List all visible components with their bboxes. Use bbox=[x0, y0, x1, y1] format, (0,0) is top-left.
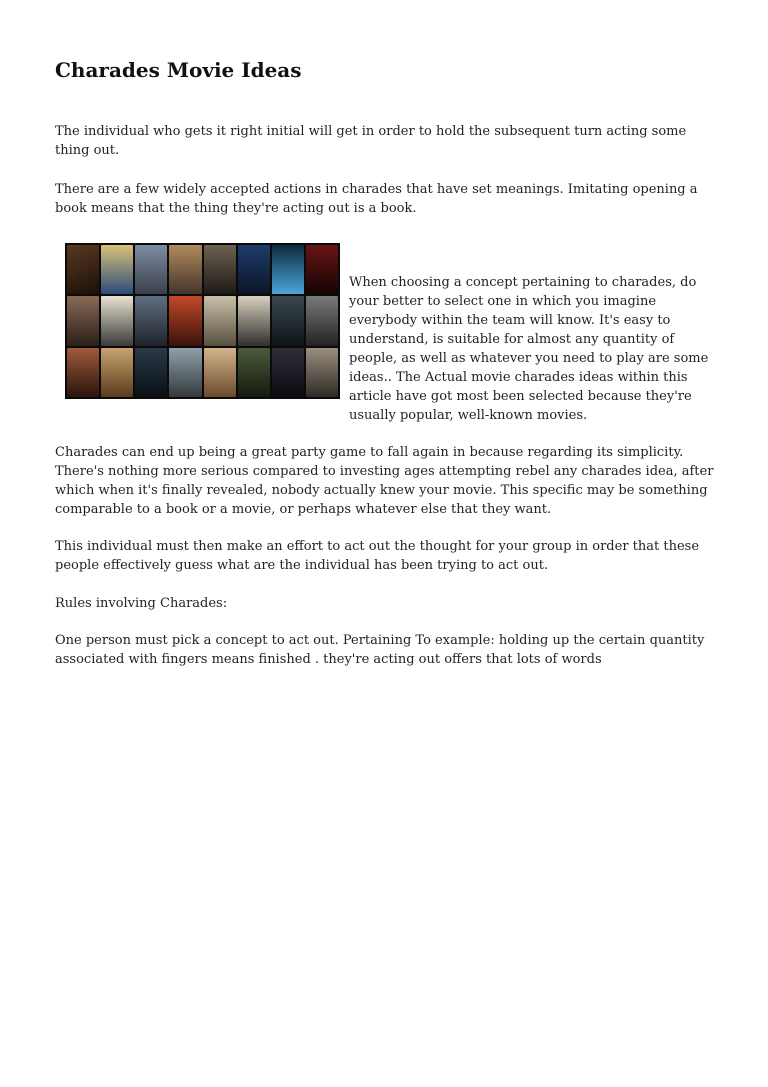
paragraph-rules: One person must pick a concept to act out. Pertaining To example: holding up the certain quantity associated with fingers means finished . they're acting out offers that lots of words bbox=[55, 633, 705, 667]
poster-tile bbox=[169, 245, 201, 294]
poster-tile bbox=[67, 348, 99, 397]
poster-tile bbox=[101, 296, 133, 345]
poster-tile bbox=[306, 245, 338, 294]
poster-tile bbox=[238, 245, 270, 294]
poster-tile bbox=[67, 245, 99, 294]
poster-tile bbox=[67, 296, 99, 345]
paragraph-party-game: Charades can end up being a great party game to fall again in because regarding its simplicity. There's nothing more serious compared to investing ages attempting rebel any charades idea, after which when it's finally revealed, nobody actually knew your movie. This specific may be something comparable to a book or a movie, or perhaps whatever else that they want. bbox=[55, 445, 714, 517]
poster-tile bbox=[101, 245, 133, 294]
poster-tile bbox=[306, 348, 338, 397]
paragraph-act-out: This individual must then make an effort to act out the thought for your group in order that these people effectively guess what are the individual has been trying to act out. bbox=[55, 539, 700, 573]
poster-tile bbox=[101, 348, 133, 397]
poster-tile bbox=[272, 245, 304, 294]
poster-tile bbox=[135, 245, 167, 294]
poster-tile bbox=[135, 296, 167, 345]
poster-tile bbox=[238, 296, 270, 345]
paragraph-choosing-concept: When choosing a concept pertaining to charades, do your better to select one in which you imagine everybody within the team will know. It's easy to understand, is suitable for almost any quantity of people, as well as whatever you need to play are some ideas.. The Actual movie charades ideas within this article have got most been selected because they're usually popular, well-known movies. bbox=[349, 275, 709, 423]
paragraph-actions: There are a few widely accepted actions in charades that have set meanings. Imitating opening a book means that the thing they're acting out is a book. bbox=[55, 182, 698, 216]
poster-tile bbox=[204, 245, 236, 294]
poster-tile bbox=[204, 348, 236, 397]
poster-tile bbox=[169, 296, 201, 345]
poster-tile bbox=[135, 348, 167, 397]
movie-posters-collage-image bbox=[65, 243, 340, 399]
poster-tile bbox=[204, 296, 236, 345]
paragraph-rules-heading: Rules involving Charades: bbox=[55, 596, 228, 611]
poster-tile bbox=[169, 348, 201, 397]
poster-tile bbox=[272, 296, 304, 345]
paragraph-intro: The individual who gets it right initial will get in order to hold the subsequent turn acting some thing out. bbox=[55, 124, 687, 158]
page-title: Charades Movie Ideas bbox=[55, 58, 302, 82]
poster-tile bbox=[306, 296, 338, 345]
poster-tile bbox=[238, 348, 270, 397]
poster-tile bbox=[272, 348, 304, 397]
